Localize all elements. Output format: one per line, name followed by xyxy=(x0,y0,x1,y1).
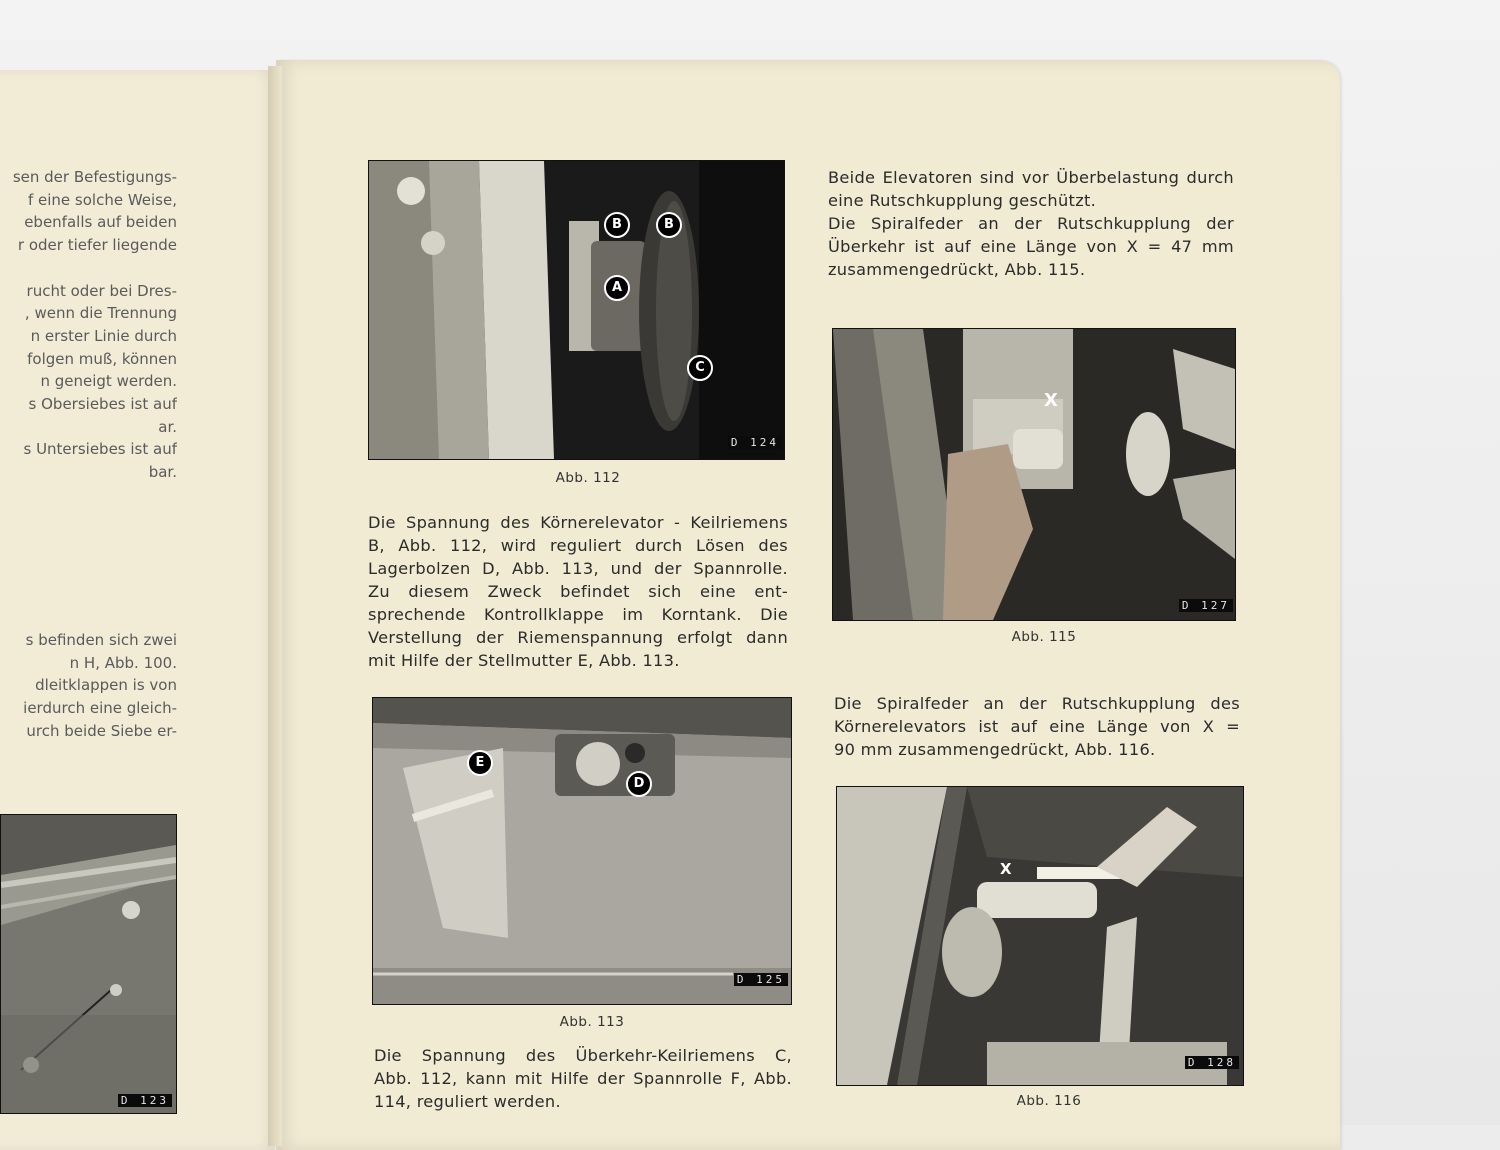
text-line: Verstellung der Riemenspannung erfolgt dann xyxy=(368,628,788,647)
photo-label: D 124 xyxy=(728,436,782,449)
left-line: bar. xyxy=(148,463,177,482)
left-page-text-mid xyxy=(0,629,177,743)
paragraph-rutschkupplung-ueberkehr xyxy=(828,166,1234,281)
text-line: sprechende Kontrollklappe im Korntank. Die xyxy=(368,605,788,624)
left-page-text-top xyxy=(0,166,177,484)
marker-e: E xyxy=(467,750,493,776)
left-line: n H, Abb. 100. xyxy=(69,653,177,672)
left-line: r oder tiefer liegende xyxy=(17,236,177,255)
caption-abb-113: Abb. 113 xyxy=(559,1014,625,1030)
left-line: folgen muß, können xyxy=(27,349,177,368)
text-line: zusammengedrückt, Abb. 115. xyxy=(828,260,1086,279)
left-line: s Untersiebes ist auf xyxy=(23,440,177,459)
left-line: n geneigt werden. xyxy=(40,372,177,391)
text-line: Körnerelevators ist auf eine Länge von X = xyxy=(834,717,1240,736)
marker-x: X xyxy=(1000,860,1012,878)
text-line: Abb. 112, kann mit Hilfe der Spannrolle F, Abb. xyxy=(374,1069,792,1088)
text-line: Die Spannung des Körnerelevator - Keilriemens xyxy=(368,513,788,532)
marker-c: C xyxy=(687,355,713,381)
left-line: ierdurch eine gleich- xyxy=(23,699,177,718)
text-line: Zu diesem Zweck befindet sich eine ent- xyxy=(368,582,788,601)
text-line: eine Rutschkupplung geschützt. xyxy=(828,191,1097,210)
left-line: sen der Befestigungs- xyxy=(12,168,177,186)
paragraph-keilriemen-ueberkehr xyxy=(374,1044,792,1113)
left-line: urch beide Siebe er- xyxy=(26,721,177,740)
left-line: s befinden sich zwei xyxy=(25,631,177,649)
text-line: Beide Elevatoren sind vor Überbelastung durch xyxy=(828,168,1234,187)
paragraph-keilriemen-koernerelevator xyxy=(368,511,788,672)
figure-113-photo xyxy=(372,697,792,1005)
paragraph-rutschkupplung-koernerelevator xyxy=(834,692,1240,761)
caption-abb-115: Abb. 115 xyxy=(1011,629,1077,645)
left-line xyxy=(0,257,177,280)
text-line: Überkehr ist auf eine Länge von X = 47 mm xyxy=(828,237,1234,256)
left-line: s Obersiebes ist auf xyxy=(28,395,177,414)
figure-112-photo xyxy=(368,160,785,460)
figure-115-photo xyxy=(832,328,1236,621)
photo-label: D 128 xyxy=(1185,1056,1239,1069)
left-line: dleitklappen is von xyxy=(35,676,177,695)
book-gutter xyxy=(268,66,282,1146)
marker-d: D xyxy=(626,771,652,797)
caption-abb-116: Abb. 116 xyxy=(1016,1093,1082,1109)
marker-b: B xyxy=(656,212,682,238)
photo-label: D 125 xyxy=(734,973,788,986)
text-line: 114, reguliert werden. xyxy=(374,1092,561,1111)
left-line: ebenfalls auf beiden xyxy=(24,213,177,232)
left-line: f eine solche Weise, xyxy=(27,190,177,209)
figure-116-photo xyxy=(836,786,1244,1086)
marker-a: A xyxy=(604,275,630,301)
caption-abb-112: Abb. 112 xyxy=(555,470,621,486)
left-line: , wenn die Trennung xyxy=(24,304,177,323)
photo-label: D 123 xyxy=(118,1094,172,1107)
left-line: ar. xyxy=(158,417,177,436)
photo-label: D 127 xyxy=(1179,599,1233,612)
left-line: rucht oder bei Dres- xyxy=(26,281,177,300)
text-line: Die Spannung des Überkehr-Keilriemens C, xyxy=(374,1046,792,1065)
text-line: mit Hilfe der Stellmutter E, Abb. 113. xyxy=(368,651,680,670)
text-line: Lagerbolzen D, Abb. 113, und der Spannrolle. xyxy=(368,559,788,578)
text-line: 90 mm zusammengedrückt, Abb. 116. xyxy=(834,740,1156,759)
marker-x: X xyxy=(1044,390,1058,411)
left-line: n erster Linie durch xyxy=(30,326,177,345)
text-line: B, Abb. 112, wird reguliert durch Lösen des xyxy=(368,536,788,555)
left-page-photo xyxy=(0,814,177,1114)
marker-b: B xyxy=(604,212,630,238)
text-line: Die Spiralfeder an der Rutschkupplung der xyxy=(828,214,1234,233)
text-line: Die Spiralfeder an der Rutschkupplung des xyxy=(834,694,1240,713)
